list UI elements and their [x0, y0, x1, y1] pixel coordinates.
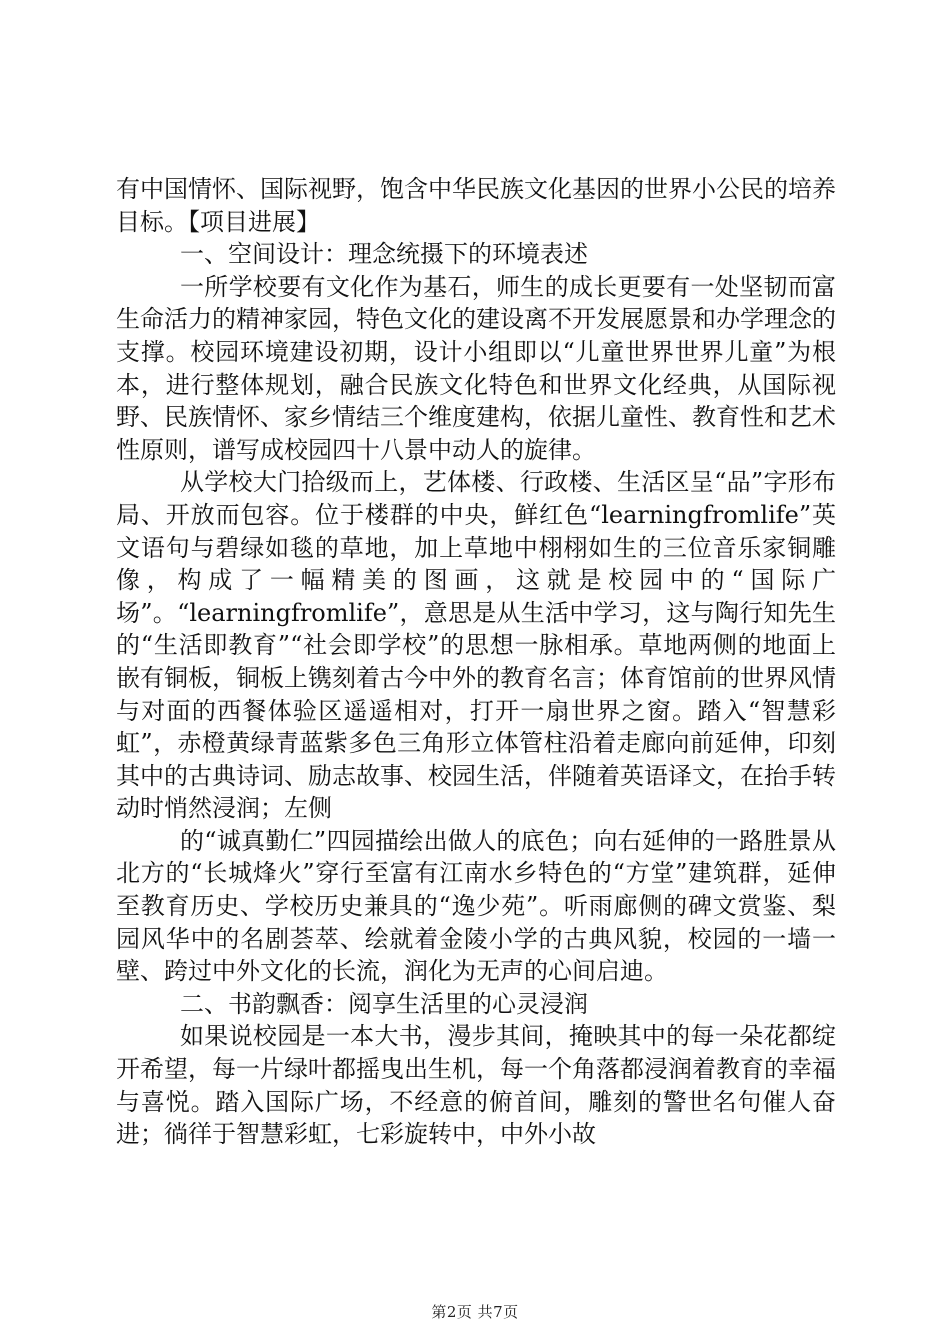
paragraph: 的“诚真勤仁”四园描绘出做人的底色；向右延伸的一路胜景从北方的“长城烽火”穿行至富有江南水乡特色的“方堂”建筑群，延伸至教育历史、学校历史兼具的“逸少苑”。听雨廊侧的碑文赏鉴、梨园风华中的名剧荟萃、绘就着金陵小学的古典风貌，校园的一墙一壁、跨过中外文化的长流，润化为无声的心间启迪。 — [116, 826, 836, 986]
page-number-footer: 第2页 共7页 — [431, 1303, 519, 1321]
paragraph: 从学校大门拾级而上，艺体楼、行政楼、生活区呈“品”字形布局、开放而包容。位于楼群的中央，鲜红色“learningfromlife”英文语句与碧绿如毯的草地，加上草地中栩栩如生的三位音乐家铜雕像，构成了一幅精美的图画，这就是校园中的“国际广场”。“learningfromlife”，意思是从生活中学习，这与陶行知先生的“生活即教育”“社会即学校”的思想一脉相承。草地两侧的地面上嵌有铜板，铜板上镌刻着古今中外的教育名言；体育馆前的世界风情与对面的西餐体验区遥遥相对，打开一扇世界之窗。踏入“智慧彩虹”，赤橙黄绿青蓝紫多色三角形立体管柱沿着走廊向前延伸，印刻其中的古典诗词、励志故事、校园生活，伴随着英语译文，在抬手转动时悄然浸润；左侧 — [116, 468, 836, 823]
document-body — [116, 173, 836, 1151]
paragraph: 如果说校园是一本大书，漫步其间，掩映其中的每一朵花都绽开希望，每一片绿叶都摇曳出生机，每一个角落都浸润着教育的幸福与喜悦。踏入国际广场，不经意的俯首间，雕刻的警世名句催人奋进；徜徉于智慧彩虹，七彩旋转中，中外小故 — [116, 1022, 836, 1149]
paragraph: 有中国情怀、国际视野，饱含中华民族文化基因的世界小公民的培养目标。【项目进展】 — [116, 175, 836, 236]
paragraph: 一所学校要有文化作为基石，师生的成长更要有一处坚韧而富生命活力的精神家园，特色文化的建设离不开发展愿景和办学理念的支撑。校园环境建设初期，设计小组即以“儿童世界世界儿童”为根本，进行整体规划，融合民族文化特色和世界文化经典，从国际视野、民族情怀、家乡情结三个维度建构，依据儿童性、教育性和艺术性原则，谱写成校园四十八景中动人的旋律。 — [116, 272, 836, 464]
section-heading: 二、书韵飘香：阅享生活里的心灵浸润 — [180, 989, 588, 1018]
section-heading: 一、空间设计：理念统摄下的环境表述 — [180, 240, 588, 269]
